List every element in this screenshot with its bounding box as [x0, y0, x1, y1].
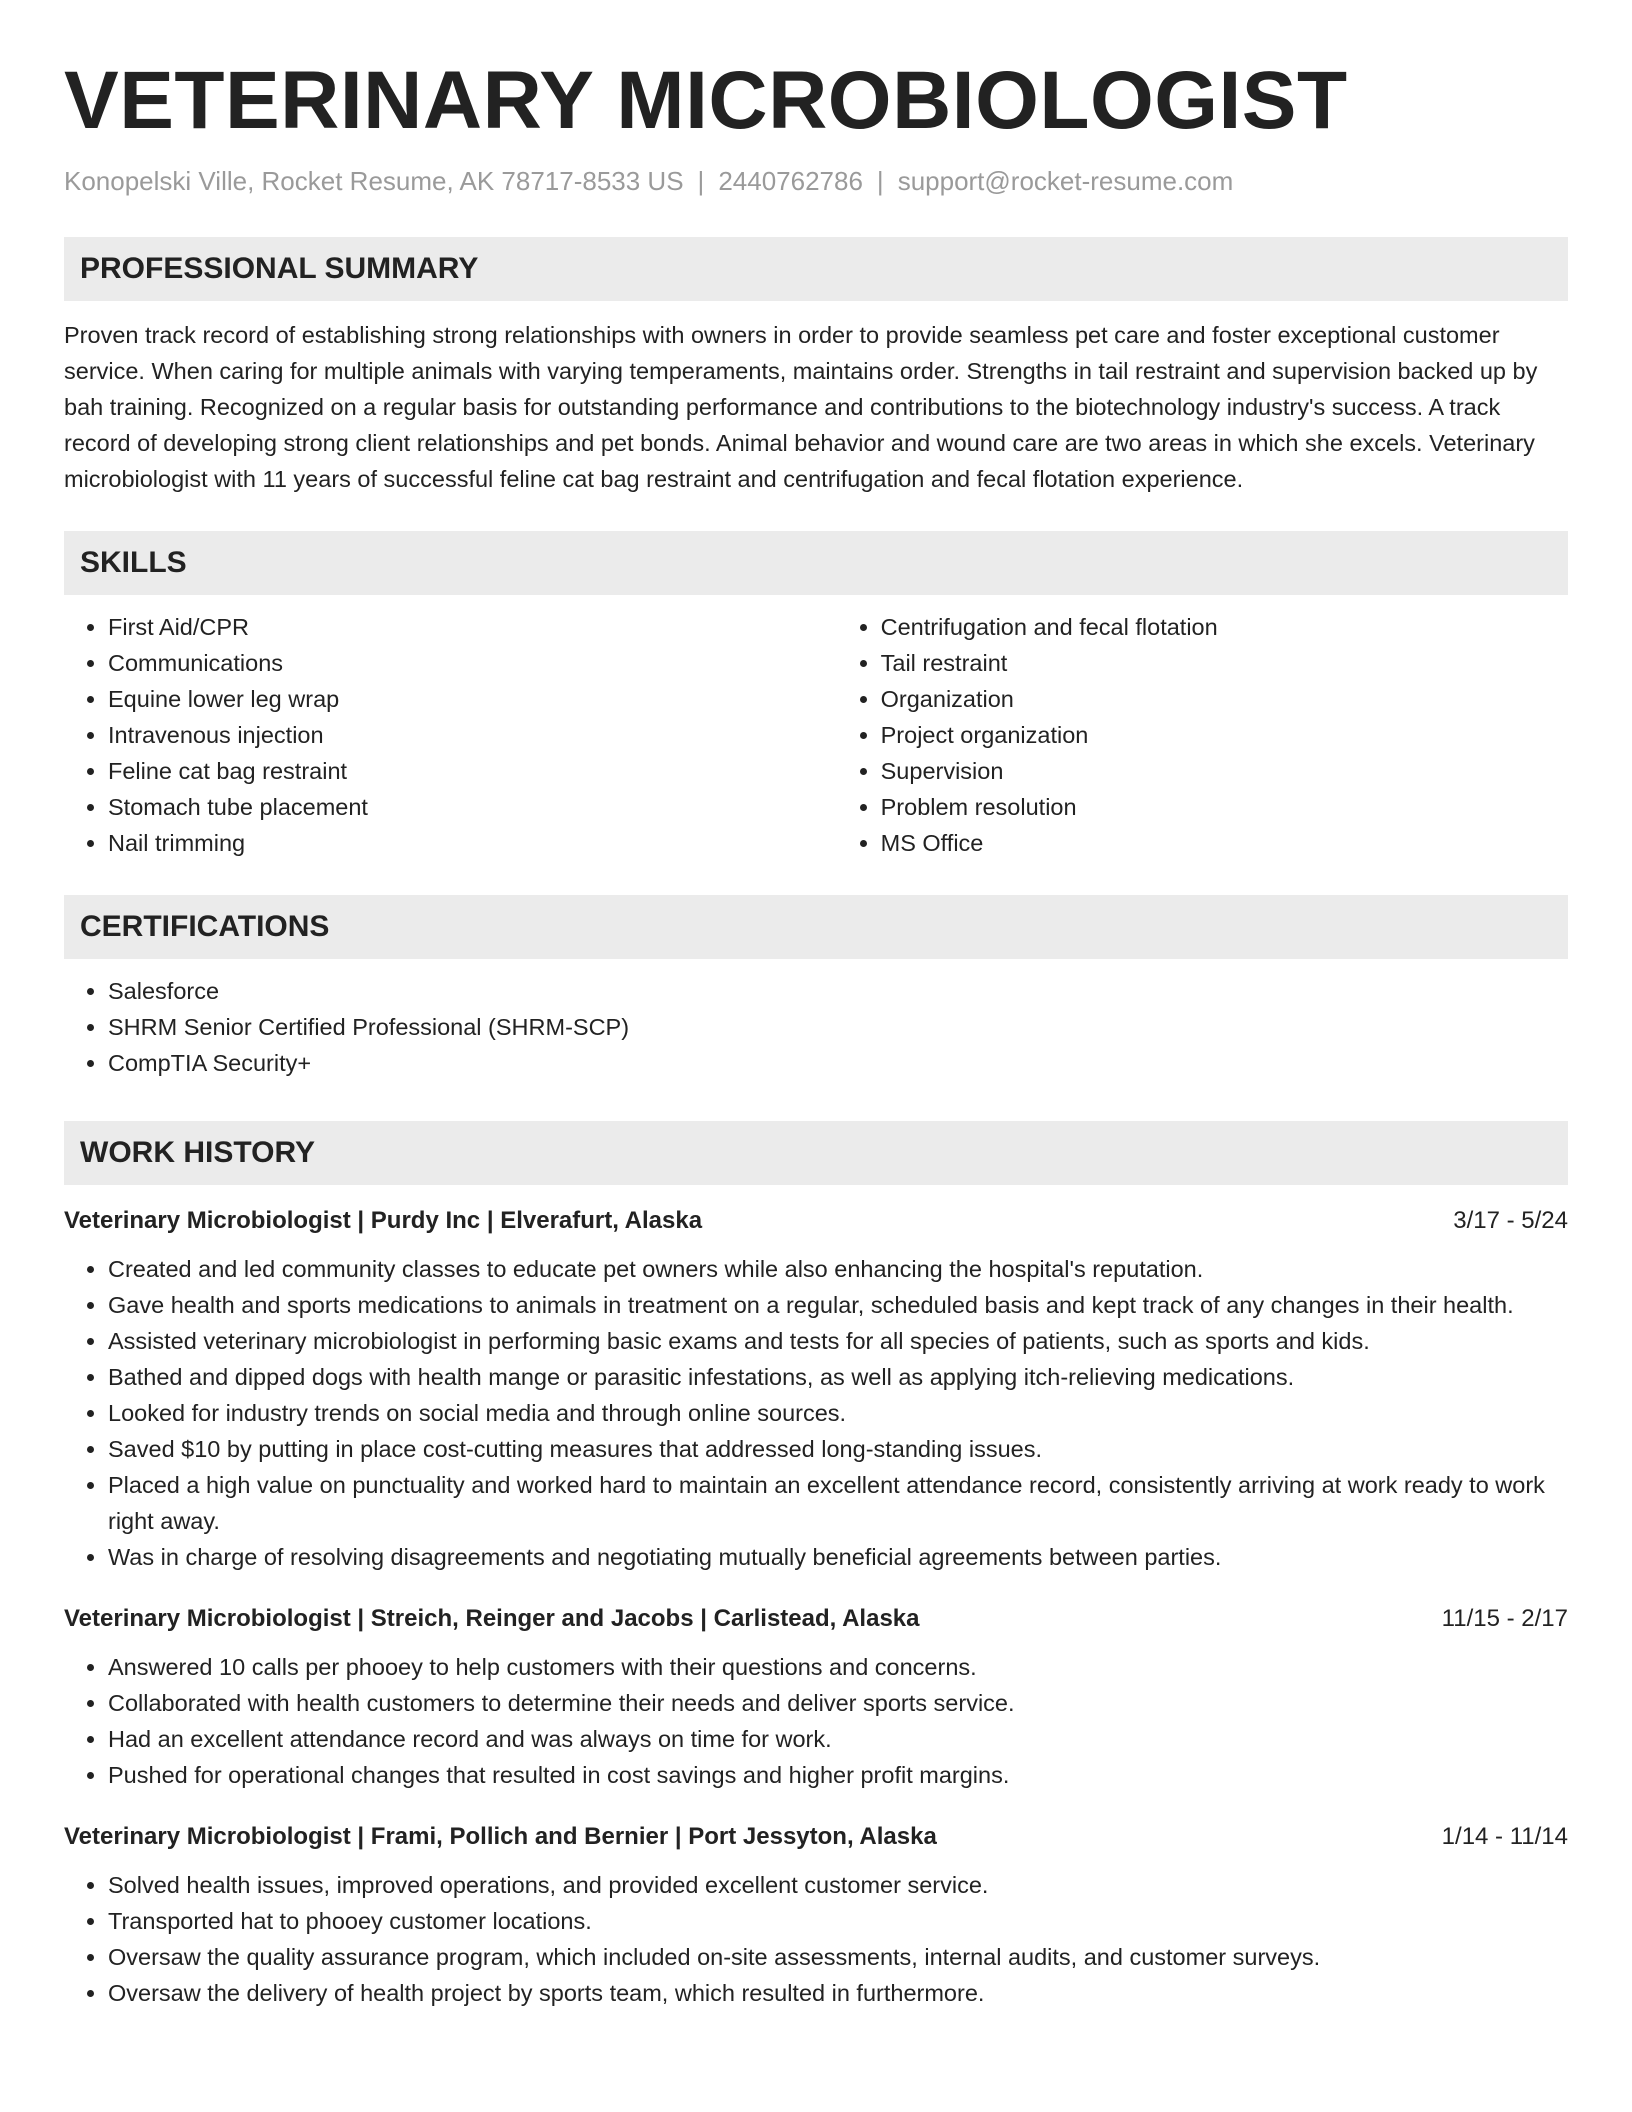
skill-item: • Supervision: [881, 753, 1568, 789]
job-bullet: • Collaborated with health customers to determine their needs and deliver sports service.: [108, 1685, 1568, 1721]
job-header: [64, 1603, 1568, 1635]
skills-grid: [64, 609, 1568, 861]
contact-address: Konopelski Ville, Rocket Resume, AK 78717-8533 US: [64, 166, 684, 197]
job-bullet: • Gave health and sports medications to animals in treatment on a regular, scheduled basis and kept track of any changes in their health.: [108, 1287, 1568, 1323]
summary-text: Proven track record of establishing strong relationships with owners in order to provide seamless pet care and foster exceptional customer service. When caring for multiple animals with varying temperaments, maintains order. Strengths in tail restraint and supervision backed up by bah training. Recognized on a regular basis for outstanding performance and contributions to the biotechnology industry's success. A track record of developing strong client relationships and pet bonds. Animal behavior and wound care are two areas in which she excels. Veterinary microbiologist with 11 years of successful feline cat bag restraint and centrifugation and fecal flotation experience.: [64, 322, 1538, 493]
job-bullet: • Oversaw the delivery of health project by sports team, which resulted in furthermore.: [108, 1975, 1568, 2011]
job-entry: [64, 1603, 1568, 1793]
job-entry: [64, 1821, 1568, 2011]
skills-list-right: [837, 609, 1568, 861]
job-header: [64, 1821, 1568, 1853]
section-header-certifications: CERTIFICATIONS: [64, 895, 1568, 959]
skill-item: • Nail trimming: [108, 825, 837, 861]
job-bullet: • Saved $10 by putting in place cost-cutting measures that addressed long-standing issues.: [108, 1431, 1568, 1467]
job-bullet: • Placed a high value on punctuality and worked hard to maintain an excellent attendance record, consistently arriving at work ready to work right away.: [108, 1467, 1568, 1539]
section-header-work-history: WORK HISTORY: [64, 1121, 1568, 1185]
skill-item: • Project organization: [881, 717, 1568, 753]
job-bullets: [64, 1649, 1568, 1793]
job-bullet: • Was in charge of resolving disagreements and negotiating mutually beneficial agreements between parties.: [108, 1539, 1568, 1575]
skills-list-left: [64, 609, 837, 861]
job-title: Veterinary Microbiologist | Streich, Reinger and Jacobs | Carlistead, Alaska: [64, 1605, 920, 1633]
job-bullet: • Answered 10 calls per phooey to help customers with their questions and concerns.: [108, 1649, 1568, 1685]
job-entry: [64, 1205, 1568, 1575]
certification-item: • Salesforce: [108, 973, 1568, 1009]
job-title: Veterinary Microbiologist | Purdy Inc | Elverafurt, Alaska: [64, 1207, 703, 1235]
skill-item: • Feline cat bag restraint: [108, 753, 837, 789]
job-header: [64, 1205, 1568, 1237]
contact-line: [64, 166, 1568, 197]
job-bullet: • Transported hat to phooey customer locations.: [108, 1903, 1568, 1939]
skill-item: • Stomach tube placement: [108, 789, 837, 825]
skill-item: • Centrifugation and fecal flotation: [881, 609, 1568, 645]
job-dates: 11/15 - 2/17: [1441, 1605, 1568, 1633]
skill-item: • Problem resolution: [881, 789, 1568, 825]
skill-item: • Communications: [108, 645, 837, 681]
job-bullet: • Assisted veterinary microbiologist in performing basic exams and tests for all species of patients, such as sports and kids.: [108, 1323, 1568, 1359]
contact-phone: 2440762786: [718, 166, 863, 197]
skill-item: • First Aid/CPR: [108, 609, 837, 645]
certifications-list: [64, 973, 1568, 1081]
contact-separator: |: [876, 166, 884, 197]
skill-item: • Equine lower leg wrap: [108, 681, 837, 717]
job-bullet: • Looked for industry trends on social media and through online sources.: [108, 1395, 1568, 1431]
job-title: Veterinary Microbiologist | Frami, Pollich and Bernier | Port Jessyton, Alaska: [64, 1823, 937, 1851]
skill-item: • Tail restraint: [881, 645, 1568, 681]
job-dates: 1/14 - 11/14: [1441, 1823, 1568, 1851]
certification-item: • CompTIA Security+: [108, 1045, 1568, 1081]
resume-name: VETERINARY MICROBIOLOGIST: [64, 55, 1348, 146]
job-bullet: • Oversaw the quality assurance program, which included on-site assessments, internal audits, and customer surveys.: [108, 1939, 1568, 1975]
skill-item: • Organization: [881, 681, 1568, 717]
job-bullet: • Bathed and dipped dogs with health mange or parasitic infestations, as well as applying itch-relieving medications.: [108, 1359, 1568, 1395]
job-bullet: • Created and led community classes to educate pet owners while also enhancing the hospital's reputation.: [108, 1251, 1568, 1287]
job-dates: 3/17 - 5/24: [1453, 1207, 1568, 1235]
job-bullet: • Solved health issues, improved operations, and provided excellent customer service.: [108, 1867, 1568, 1903]
job-bullets: [64, 1867, 1568, 2011]
skill-item: • Intravenous injection: [108, 717, 837, 753]
contact-email: support@rocket-resume.com: [897, 166, 1234, 197]
section-header-skills: SKILLS: [64, 531, 1568, 595]
certification-item: • SHRM Senior Certified Professional (SHRM-SCP): [108, 1009, 1568, 1045]
contact-separator: |: [697, 166, 705, 197]
job-bullet: • Had an excellent attendance record and was always on time for work.: [108, 1721, 1568, 1757]
skill-item: • MS Office: [881, 825, 1568, 861]
job-bullets: [64, 1251, 1568, 1575]
section-header-summary: PROFESSIONAL SUMMARY: [64, 237, 1568, 301]
job-bullet: • Pushed for operational changes that resulted in cost savings and higher profit margins.: [108, 1757, 1568, 1793]
